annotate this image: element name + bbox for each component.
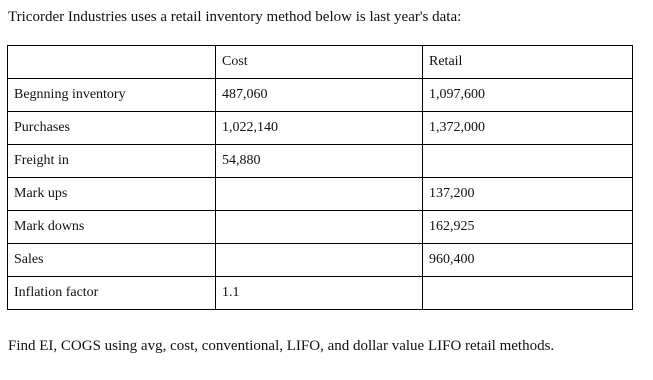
retail-cell [423,145,633,178]
inventory-table [7,45,633,310]
table-row-mark-downs [8,211,633,244]
cost-cell [216,244,423,277]
cost-cell: 487,060 [216,79,423,112]
header-cost-cell: Cost [216,46,423,79]
retail-cell: 162,925 [423,211,633,244]
row-label-cell: Inflation factor [8,277,216,310]
cost-cell: 54,880 [216,145,423,178]
retail-cell: 137,200 [423,178,633,211]
row-label-cell: Sales [8,244,216,277]
cost-cell [216,178,423,211]
retail-cell: 1,097,600 [423,79,633,112]
cost-cell: 1,022,140 [216,112,423,145]
table-row-beginning-inventory [8,79,633,112]
cost-cell: 1.1 [216,277,423,310]
table-row-mark-ups [8,178,633,211]
row-label-cell: Freight in [8,145,216,178]
table-row-sales [8,244,633,277]
retail-cell: 1,372,000 [423,112,633,145]
header-retail-cell: Retail [423,46,633,79]
table-header-row [8,46,633,79]
retail-cell [423,277,633,310]
cost-cell [216,211,423,244]
retail-cell: 960,400 [423,244,633,277]
table-row-purchases [8,112,633,145]
row-label-cell: Purchases [8,112,216,145]
question-text: Find EI, COGS using avg, cost, conventional, LIFO, and dollar value LIFO retail methods. [8,338,555,354]
table-row-freight-in [8,145,633,178]
row-label-cell: Mark downs [8,211,216,244]
row-label-cell: Mark ups [8,178,216,211]
header-label-cell [8,46,216,79]
table-row-inflation-factor [8,277,633,310]
row-label-cell: Begnning inventory [8,79,216,112]
intro-text: Tricorder Industries uses a retail inventory method below is last year's data: [8,9,462,25]
